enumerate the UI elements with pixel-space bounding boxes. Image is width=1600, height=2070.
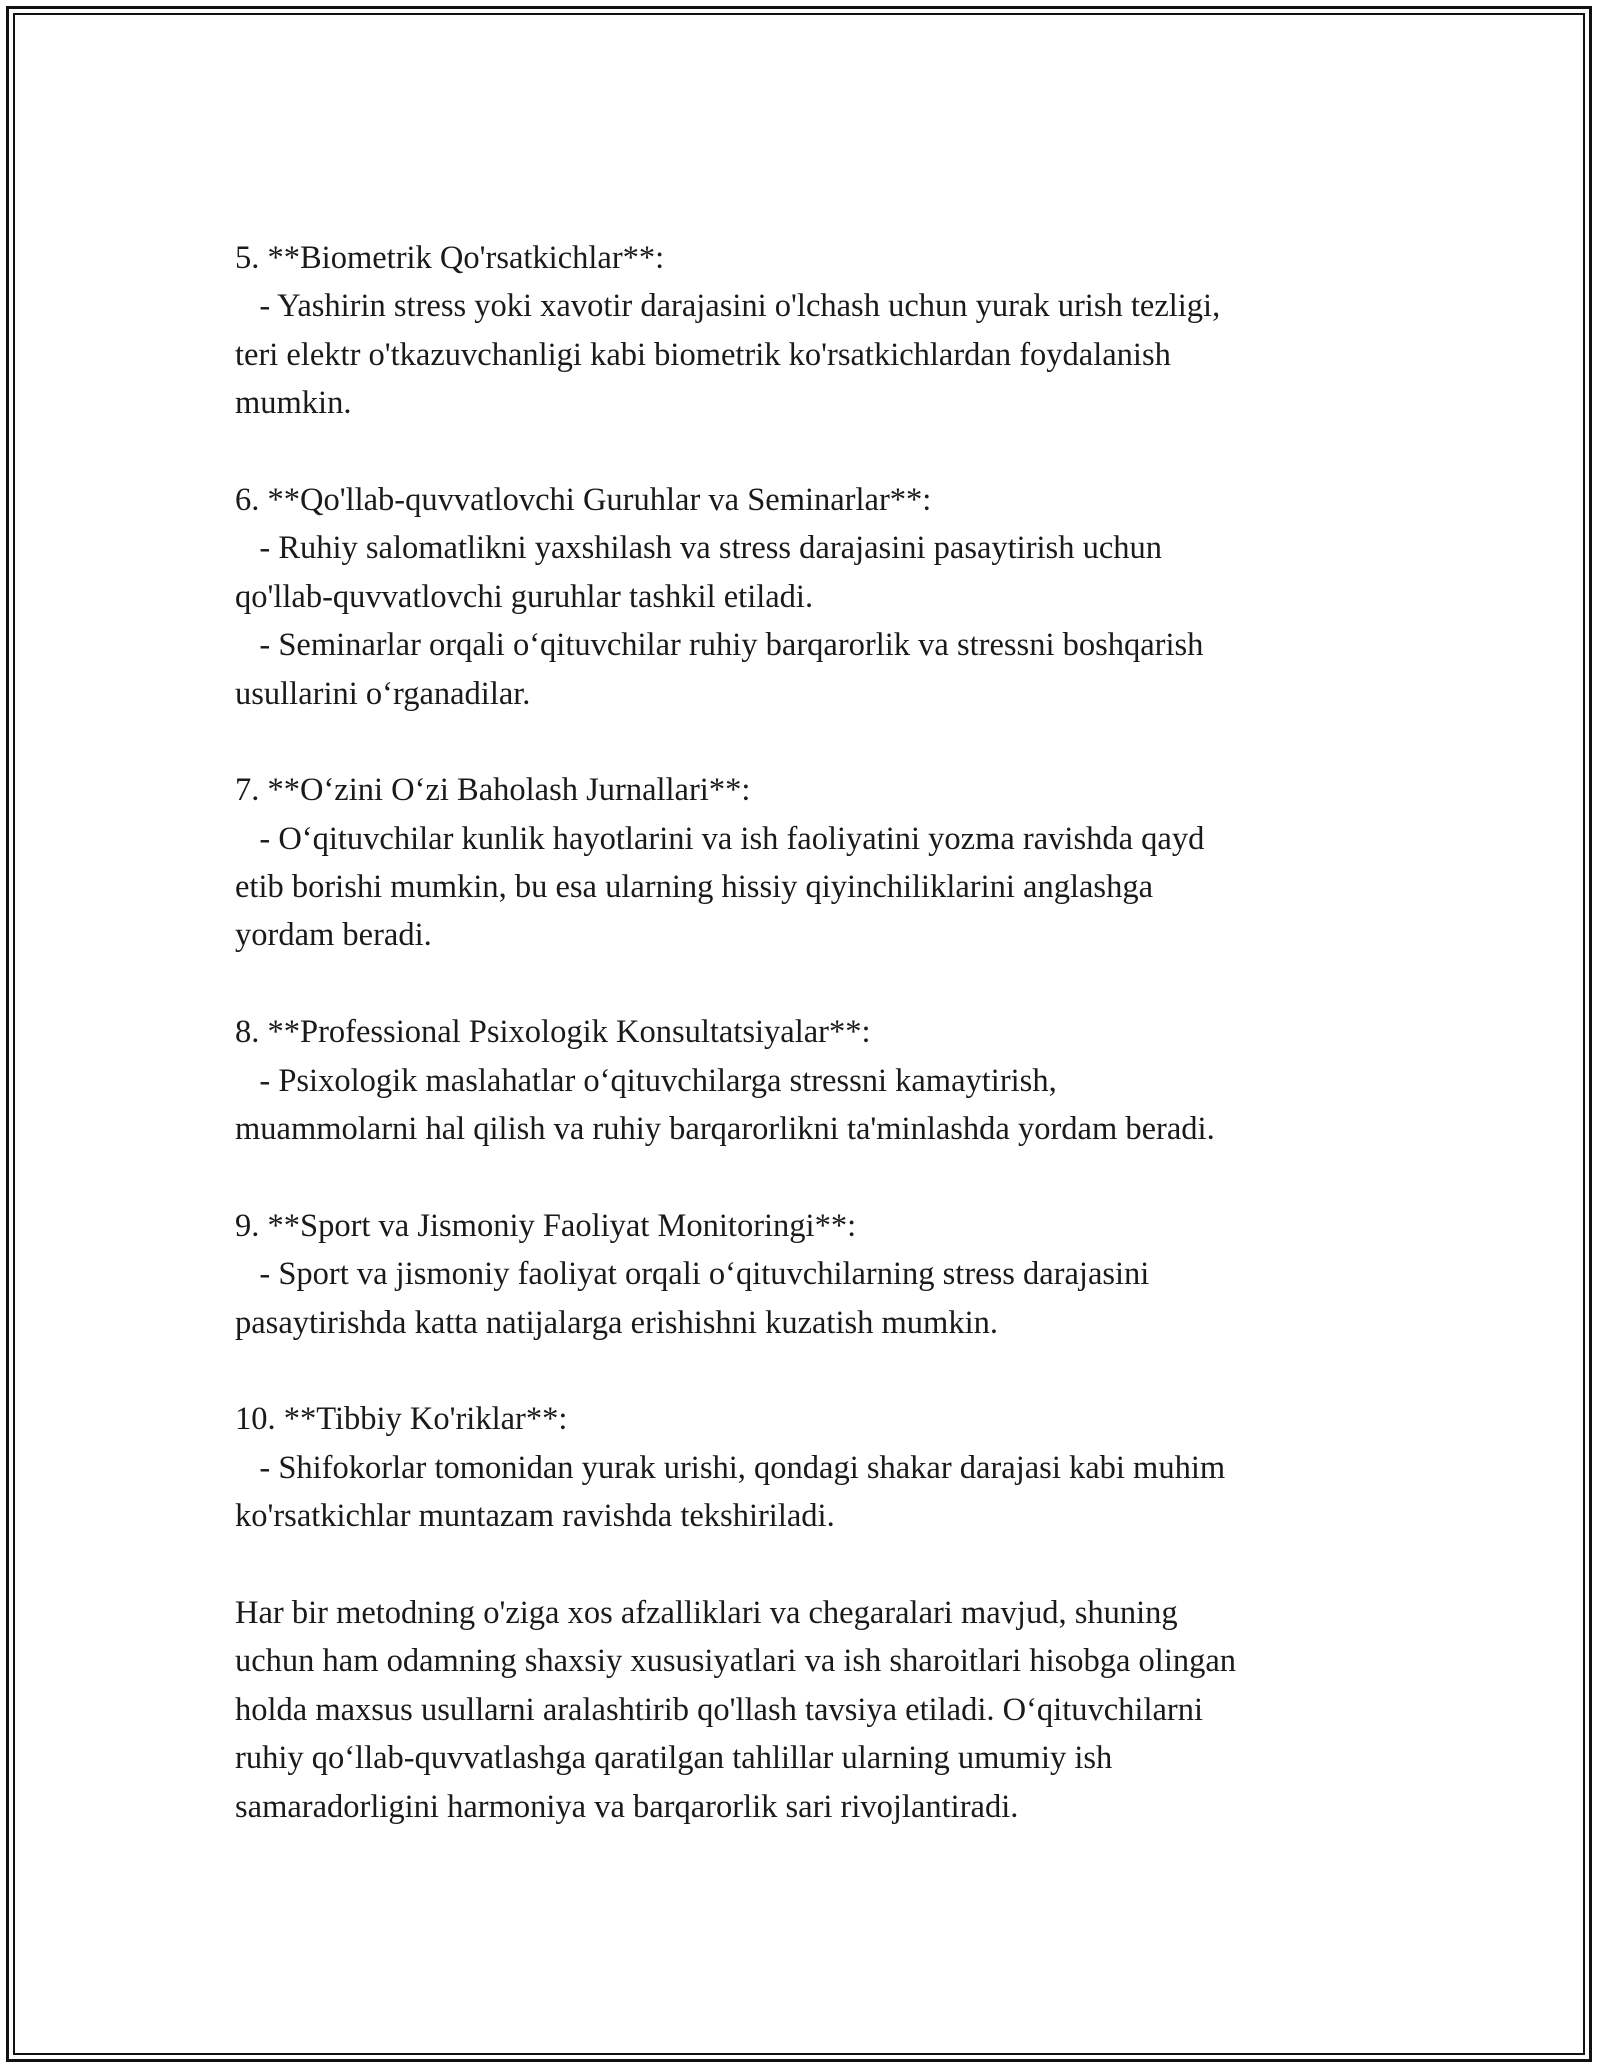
paragraph-gap: [235, 718, 1375, 766]
section-line: muammolarni hal qilish va ruhiy barqarorlikni ta'minlashda yordam beradi.: [235, 1111, 1215, 1148]
section-heading: 5. **Biometrik Qo'rsatkichlar**:: [235, 240, 665, 276]
section-8: [235, 1008, 1375, 1153]
section-7: [235, 766, 1375, 960]
section-line: - Yashirin stress yoki xavotir darajasini o'lchash uchun yurak urish tezligi,: [235, 288, 1221, 325]
conclusion-line: samaradorligini harmoniya va barqarorlik sari rivojlantiradi.: [235, 1788, 1019, 1825]
document-body: [235, 234, 1375, 1831]
conclusion-line: uchun ham odamning shaxsiy xususiyatlari va ish sharoitlari hisobga olingan: [235, 1643, 1237, 1680]
section-line: teri elektr o'tkazuvchanligi kabi biometrik ko'rsatkichlardan foydalanish: [235, 336, 1171, 373]
section-line: usullarini o‘rganadilar.: [235, 675, 531, 712]
section-line: ko'rsatkichlar muntazam ravishda tekshiriladi.: [235, 1498, 835, 1535]
paragraph-gap: [235, 428, 1375, 476]
paragraph-gap: [235, 960, 1375, 1008]
section-line: qo'llab-quvvatlovchi guruhlar tashkil etiladi.: [235, 578, 814, 615]
section-10: [235, 1395, 1375, 1540]
section-line: - Seminarlar orqali o‘qituvchilar ruhiy barqarorlik va stressni boshqarish: [235, 627, 1204, 664]
section-heading: 9. **Sport va Jismoniy Faoliyat Monitoringi**:: [235, 1207, 857, 1244]
section-line: - O‘qituvchilar kunlik hayotlarini va ish faoliyatini yozma ravishda qayd: [235, 820, 1205, 857]
section-9: [235, 1202, 1375, 1347]
section-line: etib borishi mumkin, bu esa ularning hissiy qiyinchiliklarini anglashga: [235, 869, 1153, 906]
section-line: yordam beradi.: [235, 917, 432, 954]
section-heading: 10. **Tibbiy Ko'riklar**:: [235, 1401, 568, 1438]
section-6: [235, 476, 1375, 718]
section-line: - Sport va jismoniy faoliyat orqali o‘qituvchilarning stress darajasini: [235, 1256, 1150, 1293]
section-line: pasaytirishda katta natijalarga erishishni kuzatish mumkin.: [235, 1304, 998, 1341]
conclusion-line: ruhiy qo‘llab-quvvatlashga qaratilgan tahlillar ularning umumiy ish: [235, 1740, 1113, 1777]
conclusion-line: Har bir metodning o'ziga xos afzalliklari va chegaralari mavjud, shuning: [235, 1594, 1178, 1631]
section-heading: 7. **O‘zini O‘zi Baholash Jurnallari**:: [235, 772, 751, 809]
section-line: - Shifokorlar tomonidan yurak urishi, qondagi shakar darajasi kabi muhim: [235, 1449, 1226, 1486]
paragraph-gap: [235, 1153, 1375, 1201]
section-5: [235, 234, 1375, 428]
section-heading: 6. **Qo'llab-quvvatlovchi Guruhlar va Seminarlar**:: [235, 481, 932, 518]
section-heading: 8. **Professional Psixologik Konsultatsiyalar**:: [235, 1014, 871, 1051]
paragraph-gap: [235, 1347, 1375, 1395]
paragraph-gap: [235, 1541, 1375, 1589]
section-line: - Ruhiy salomatlikni yaxshilash va stress darajasini pasaytirish uchun: [235, 530, 1162, 567]
section-line: mumkin.: [235, 385, 352, 422]
conclusion-paragraph: [235, 1589, 1375, 1831]
section-line: - Psixologik maslahatlar o‘qituvchilarga stressni kamaytirish,: [235, 1062, 1057, 1099]
conclusion-line: holda maxsus usullarni aralashtirib qo'llash tavsiya etiladi. O‘qituvchilarni: [235, 1691, 1204, 1728]
